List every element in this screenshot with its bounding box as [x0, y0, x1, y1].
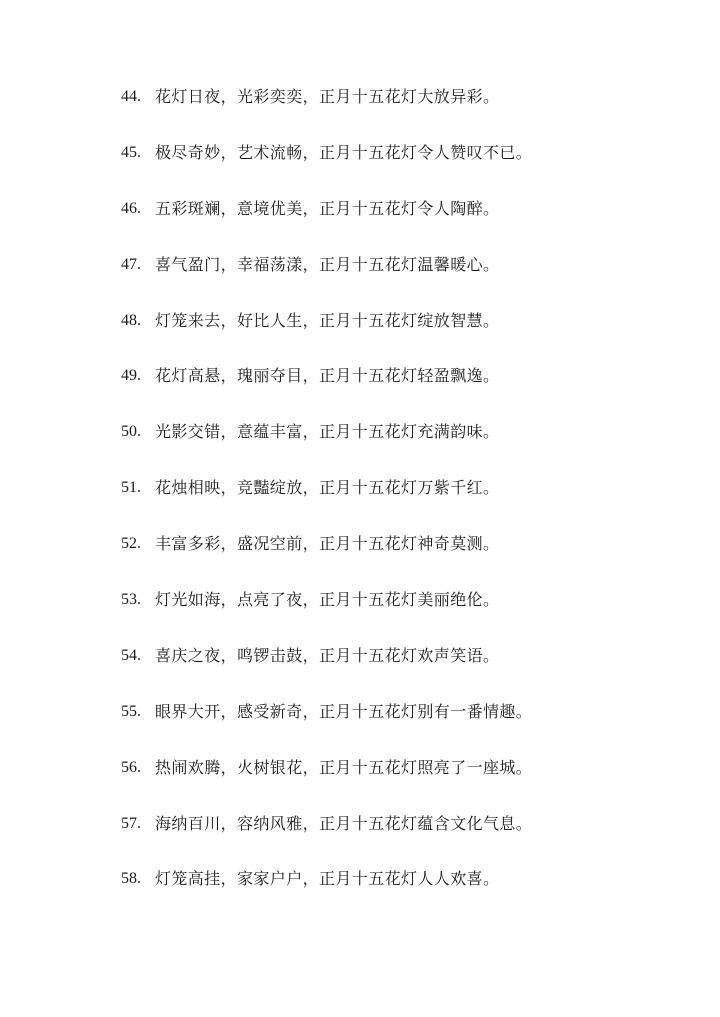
item-number: 50. [121, 423, 141, 441]
item-text: 眼界大开，感受新奇，正月十五花灯别有一番情趣。 [155, 701, 533, 721]
item-number: 44. [121, 88, 141, 105]
item-text: 五彩斑斓，意境优美，正月十五花灯令人陶醉。 [155, 198, 500, 218]
item-number: 45. [121, 143, 141, 161]
list-item [121, 363, 532, 419]
item-text: 喜庆之夜，鸣锣击鼓，正月十五花灯欢声笑语。 [155, 645, 500, 665]
list-item [121, 419, 532, 475]
list-item [121, 84, 532, 140]
item-text: 花灯日夜，光彩奕奕，正月十五花灯大放异彩。 [155, 87, 500, 106]
item-text: 灯光如海，点亮了夜，正月十五花灯美丽绝伦。 [155, 590, 500, 610]
item-text: 花灯高悬，瑰丽夺目，正月十五花灯轻盈飘逸。 [155, 366, 500, 386]
list-item [121, 643, 532, 699]
list-item [121, 811, 532, 867]
item-number: 57. [121, 814, 141, 832]
list-item [121, 755, 532, 811]
list-item [121, 308, 532, 364]
item-text: 热闹欢腾，火树银花，正月十五花灯照亮了一座城。 [155, 757, 533, 777]
item-text: 花烛相映，竞豔绽放，正月十五花灯万紫千红。 [155, 478, 500, 498]
numbered-list [121, 84, 532, 922]
item-text: 极尽奇妙，艺术流畅，正月十五花灯令人赞叹不已。 [155, 142, 533, 162]
item-number: 52. [121, 535, 141, 553]
list-item [121, 866, 532, 922]
list-item [121, 252, 532, 308]
item-number: 53. [121, 591, 141, 609]
item-number: 48. [121, 311, 141, 329]
list-item [121, 587, 532, 643]
item-number: 54. [121, 646, 141, 664]
list-item [121, 196, 532, 252]
item-number: 51. [121, 479, 141, 497]
item-number: 46. [121, 199, 141, 217]
item-text: 灯笼来去，好比人生，正月十五花灯绽放智慧。 [155, 310, 500, 330]
list-item [121, 140, 532, 196]
item-number: 49. [121, 367, 141, 385]
item-number: 47. [121, 255, 141, 273]
item-number: 56. [121, 758, 141, 776]
item-number: 55. [121, 702, 141, 720]
item-text: 丰富多彩，盛况空前，正月十五花灯神奇莫测。 [155, 534, 500, 554]
item-text: 灯笼高挂，家家户户，正月十五花灯人人欢喜。 [155, 869, 500, 889]
item-text: 光影交错，意蕴丰富，正月十五花灯充满韵味。 [155, 422, 500, 442]
list-item [121, 531, 532, 587]
item-text: 海纳百川，容纳风雅，正月十五花灯蕴含文化气息。 [155, 813, 533, 833]
item-text: 喜气盈门，幸福荡漾，正月十五花灯温馨暖心。 [155, 254, 500, 274]
list-item [121, 475, 532, 531]
list-item [121, 699, 532, 755]
item-number: 58. [121, 870, 141, 888]
